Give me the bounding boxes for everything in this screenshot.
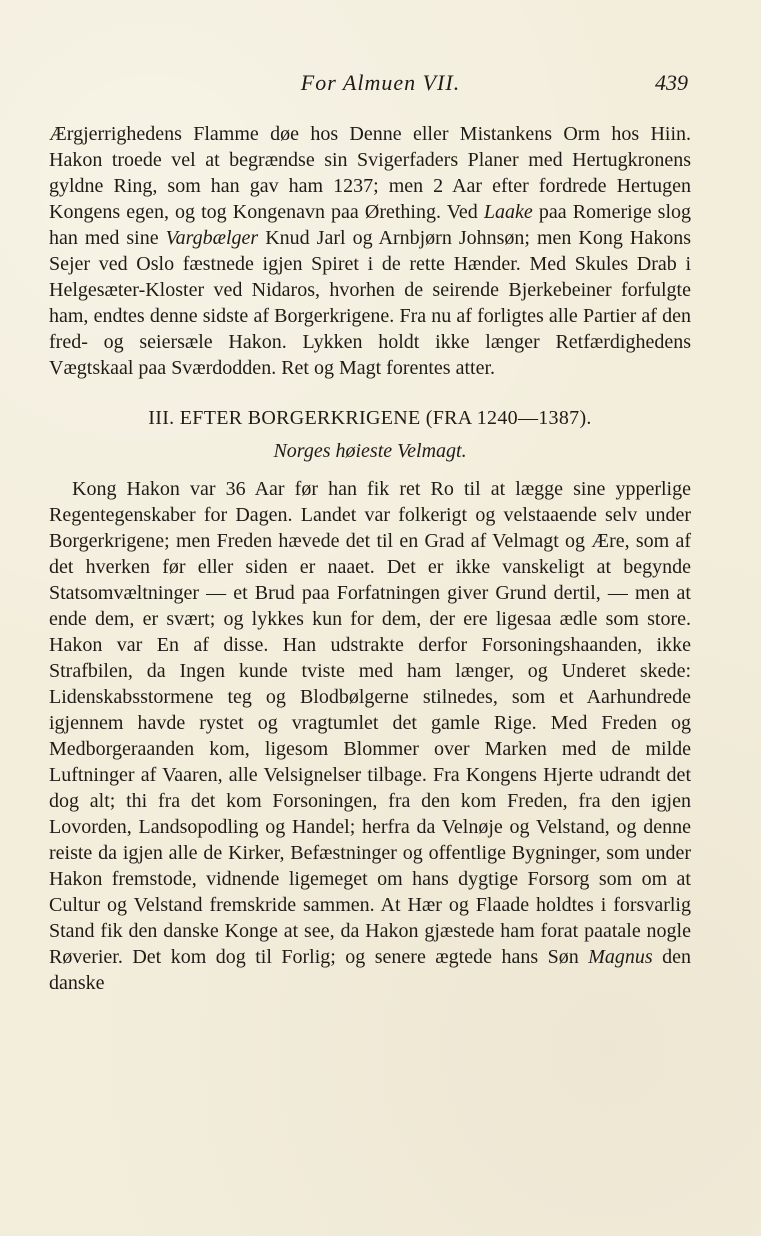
italic-faction-name: Vargbælger bbox=[165, 227, 259, 249]
paragraph-text-segment: Kong Hakon var 36 Aar før han fik ret Ro til at lægge sine ypperlige Regentegenskaber for Dagen. Landet var folkerigt og velstaaende selv under Borgerkrigene; men Freden hævede det til en Grad af Velmagt og Ære, som af det hverken før eller siden er naaet. Det er ikke vanskeligt at begynde Statsomvæltninger — et Brud paa Forfatningen giver Grund dertil, — men at ende dem, er svært; og lykkes kun for dem, der ere ligesaa ædle som store. Hakon var En af disse. Han udstrakte derfor Forsoningshaanden, ikke Strafbilen, da Ingen kunde tviste med ham længer, og Underet skede: Lidenskabsstormene teg og Blodbølgerne stilnedes, som et Aarhundrede igjennem havde rystet og vragtumlet det gamle Rige. Med Freden og Medborgeraanden kom, ligesom Blommer over Marken med de milde Luftninger af Vaaren, alle Velsignelser tilbage. Fra Kongens Hjerte udrandt det dog alt; thi fra det kom Forsoningen, fra den kom Freden, fra den igjen Lovorden, Landsopodling og Handel; herfra da Velnøje og Velstand, og denne reiste da igjen alle de Kirker, Befæstninger og offentlige Bygninger, som under Hakon fremstode, vidnende ligemeget om hans dygtige Forsorg som om at Cultur og Velstand fremskride sammen. At Hær og Flaade holdtes i forsvarlig Stand fik den danske Konge at see, da Hakon gjæstede ham forat paatale nogle Røverier. Det kom dog til Forlig; og senere ægtede hans Søn bbox=[49, 478, 691, 968]
page-number: 439 bbox=[655, 70, 688, 95]
paragraph-text-segment: den danske bbox=[49, 946, 691, 994]
italic-place-name: Laake bbox=[483, 201, 533, 223]
running-head bbox=[0, 70, 761, 100]
section-subtitle: Norges høieste Velmagt. bbox=[273, 440, 467, 462]
paragraph-main bbox=[49, 476, 691, 996]
paragraph-text-segment: Knud Jarl og Arnbjørn Johnsøn; men Kong Hakons Sejer ved Oslo fæstnede igjen Spiret i de rette Hænder. Med Skules Drab i Helgesæter-Kloster ved Nidaros, hvorhen de seirende Bjerkebeiner forfulgte ham, endtes denne sidste af Borgerkrigene. Fra nu af forligtes alle Partier af den fred- og seiersæle Hakon. Lykken holdt ikke længer Retfærdighedens Vægtskaal paa Sværdodden. Ret og Magt forentes atter. bbox=[49, 227, 692, 379]
paragraph-text-segment: paa Romerige slog han med sine bbox=[49, 201, 691, 249]
italic-person-name: Magnus bbox=[588, 946, 653, 968]
running-title: For Almuen VII. bbox=[300, 70, 461, 95]
page-content bbox=[49, 121, 691, 996]
paragraph-text-segment: Ærgjerrighedens Flamme døe hos Denne eller Mistankens Orm hos Hiin. Hakon troede vel at begrændse sin Svigerfaders Planer med Hertugkronens gyldne Ring, som han gav ham 1237; men 2 Aar efter fordrede Hertugen Kongens egen, og tog Kongenavn paa Ørething. Ved bbox=[49, 123, 691, 223]
section-heading: III. EFTER BORGERKRIGENE (FRA 1240—1387). bbox=[148, 407, 592, 429]
paragraph-continuation bbox=[49, 121, 691, 381]
